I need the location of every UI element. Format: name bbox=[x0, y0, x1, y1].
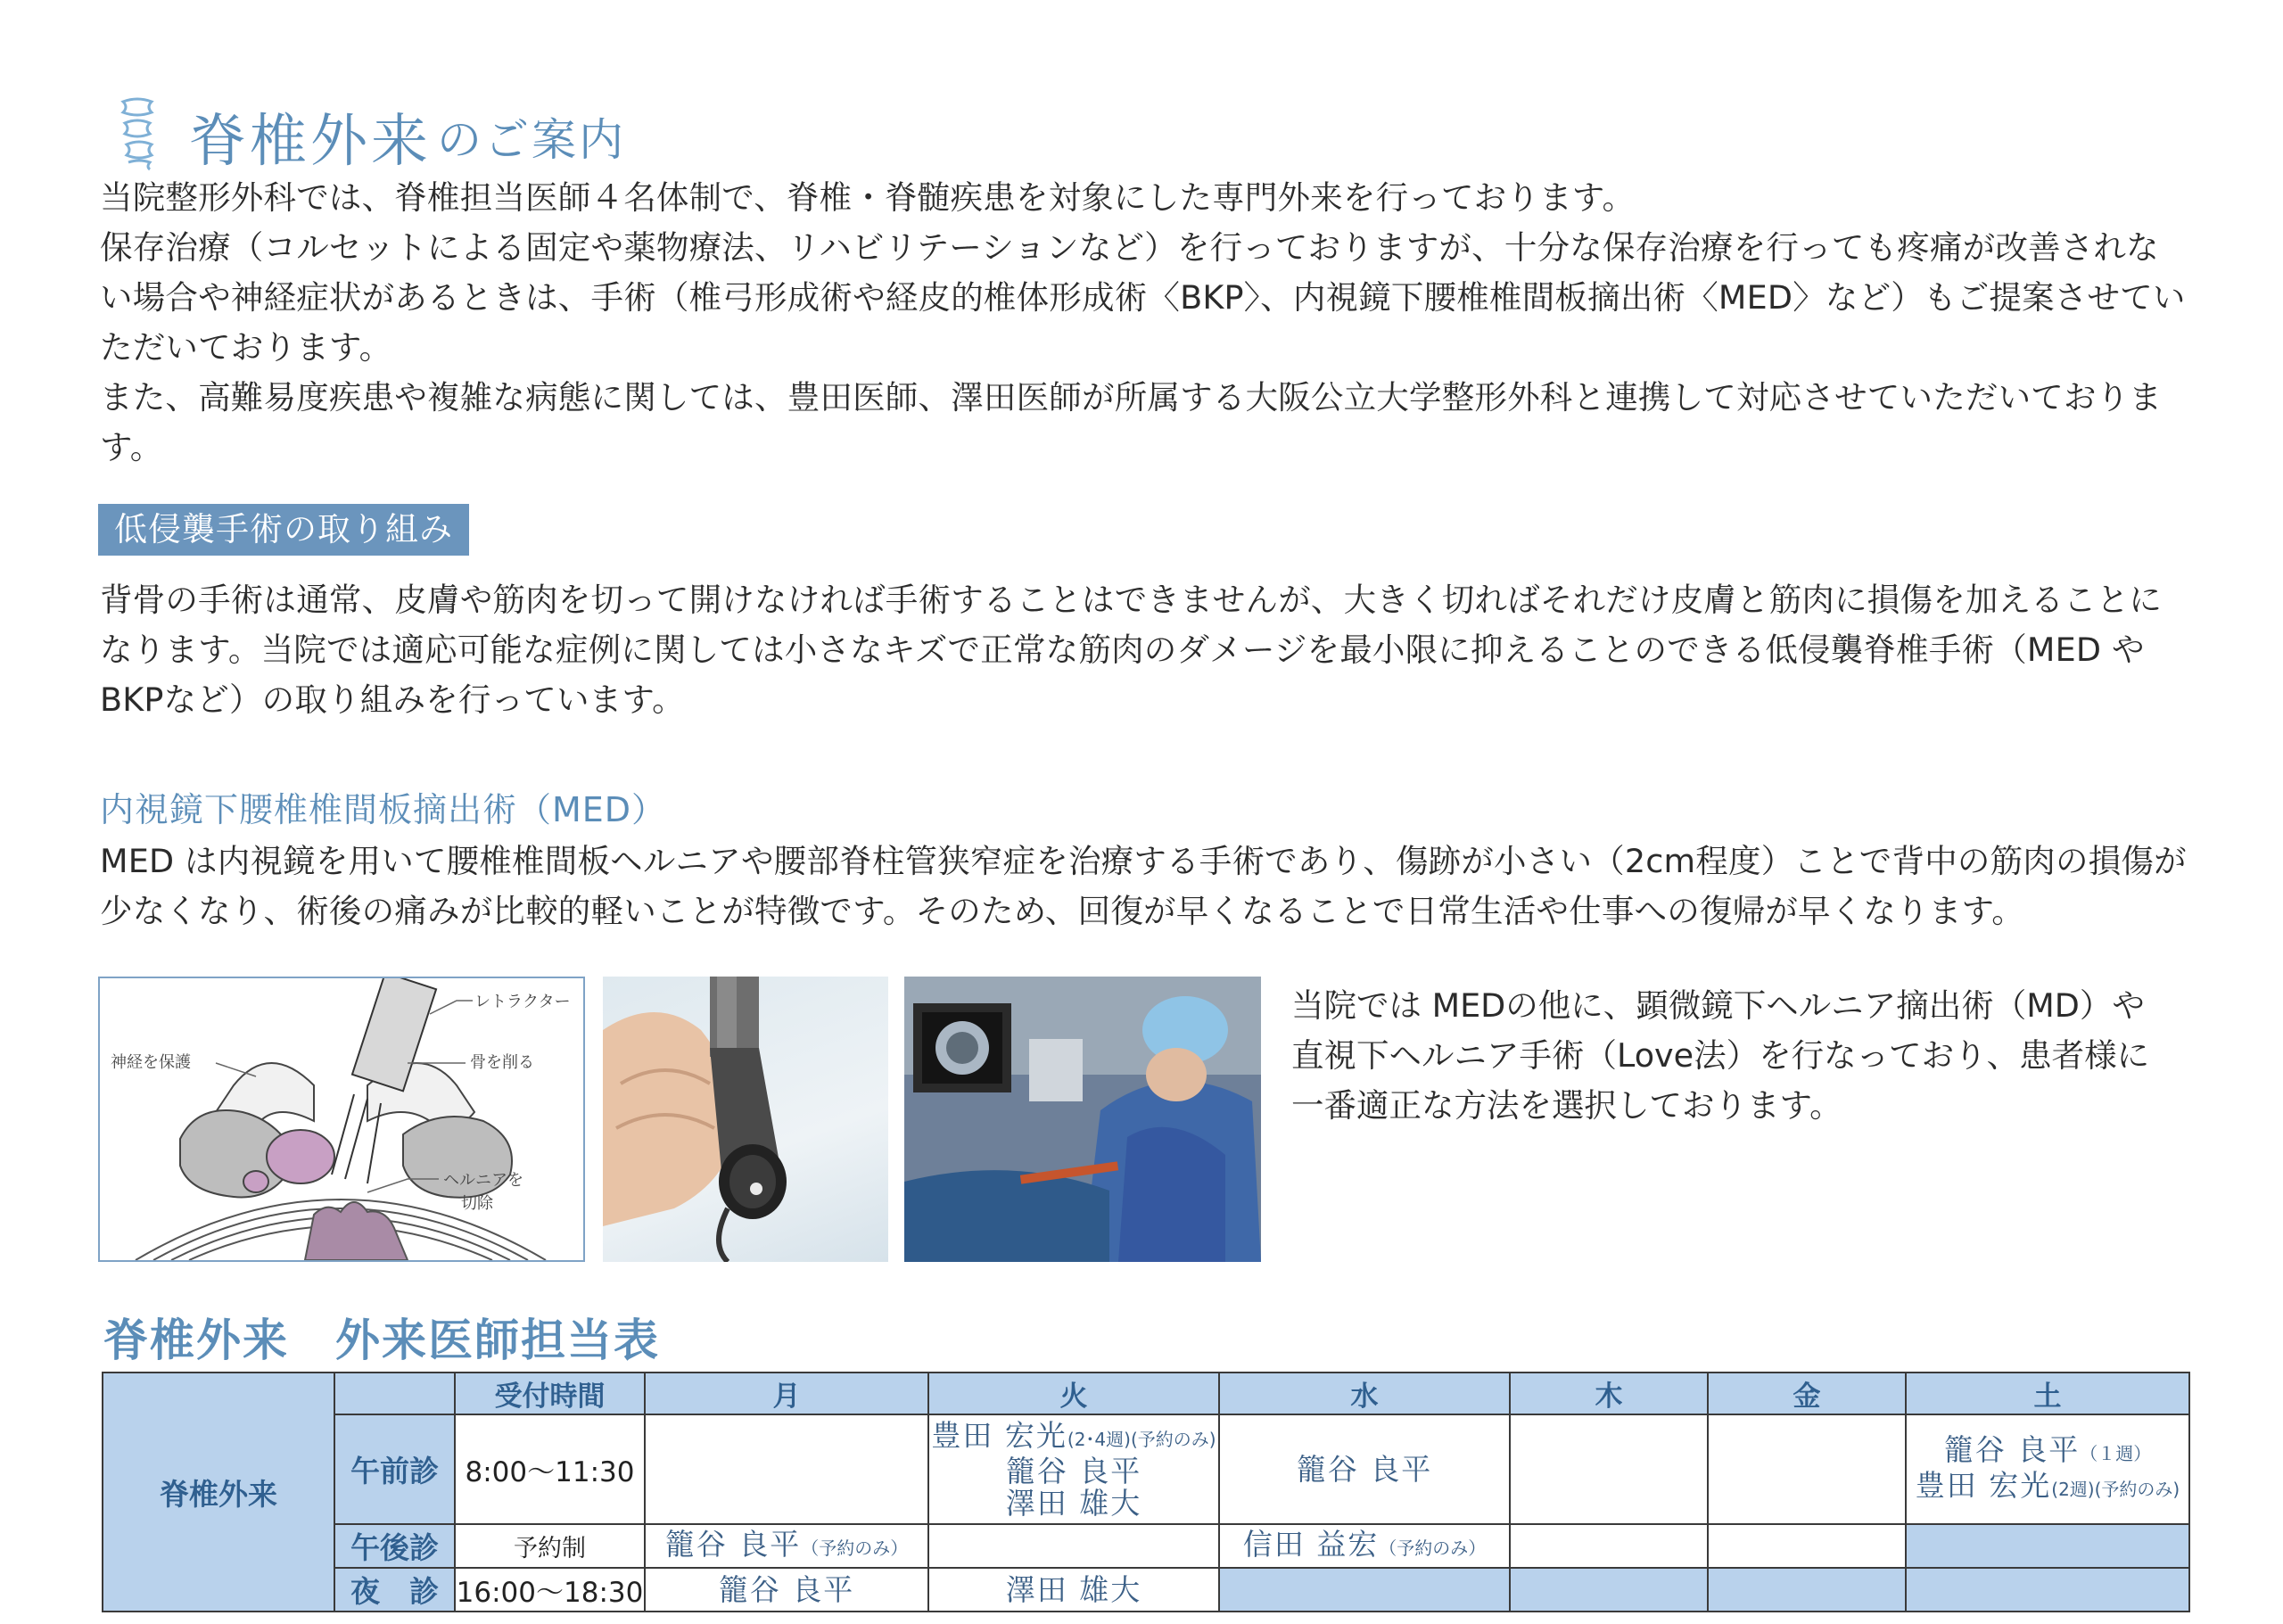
am-tue bbox=[928, 1414, 1219, 1524]
med-text: MED は内視鏡を用いて腰椎椎間板ヘルニアや腰部脊柱管狭窄症を治療する手術であり、傷跡が小さい（2cm程度）ことで背中の筋肉の損傷が少なくなり、術後の痛みが比較的軽いことが特徴です。そのため、回復が早くなることで日常生活や仕事への復帰が早くなります。 bbox=[100, 842, 2187, 930]
header-fri: 金 bbox=[1708, 1373, 1906, 1414]
note-line-1: 当院では MEDの他に、顕微鏡下ヘルニア摘出術（MD）や bbox=[1291, 986, 2145, 1025]
night-mon: 籠谷 良平 bbox=[645, 1568, 928, 1612]
am-mon bbox=[645, 1414, 928, 1524]
night-tue: 澤田 雄大 bbox=[928, 1568, 1219, 1612]
night-sat bbox=[1906, 1568, 2189, 1612]
night-wed bbox=[1219, 1568, 1510, 1612]
pm-tue bbox=[928, 1524, 1219, 1568]
schedule-table bbox=[102, 1372, 2190, 1612]
label-hernia-1: ヘルニアを bbox=[443, 1171, 523, 1190]
pm-mon bbox=[645, 1524, 928, 1568]
am-sat-doctor-2: 豊田 宏光 bbox=[1915, 1467, 2052, 1503]
header-mon: 月 bbox=[645, 1373, 928, 1414]
pm-thu bbox=[1510, 1524, 1708, 1568]
note-line-3: 一番適正な方法を選択しております。 bbox=[1291, 1086, 1842, 1125]
label-hernia-2: 切除 bbox=[461, 1194, 493, 1213]
am-time: 8:00～11:30 bbox=[455, 1414, 645, 1524]
pm-time: 予約制 bbox=[455, 1524, 645, 1568]
intro-text bbox=[100, 173, 2187, 473]
label-retractor: レトラクター bbox=[474, 993, 571, 1011]
pm-wed bbox=[1219, 1524, 1510, 1568]
am-thu bbox=[1510, 1414, 1708, 1524]
am-tue-doctor-3: 澤田 雄大 bbox=[1005, 1485, 1142, 1521]
night-thu bbox=[1510, 1568, 1708, 1612]
schedule-title: 脊椎外来 外来医師担当表 bbox=[103, 1315, 660, 1366]
am-sat-doctor-1: 籠谷 良平 bbox=[1943, 1431, 2081, 1467]
am-tue-doctor-1: 豊田 宏光 bbox=[931, 1417, 1067, 1453]
night-label: 夜 診 bbox=[334, 1568, 455, 1612]
schedule-header-row bbox=[103, 1373, 2189, 1414]
surgery-photo bbox=[904, 977, 1261, 1262]
label-nerve: 神経を保護 bbox=[111, 1053, 191, 1072]
am-fri bbox=[1708, 1414, 1906, 1524]
page-title bbox=[189, 96, 626, 177]
am-wed: 籠谷 良平 bbox=[1219, 1414, 1510, 1524]
header-reception: 受付時間 bbox=[455, 1373, 645, 1414]
title-main: 脊椎外来 bbox=[189, 109, 432, 175]
am-label: 午前診 bbox=[334, 1414, 455, 1524]
endoscope-photo bbox=[603, 977, 888, 1262]
night-time: 16:00～18:30 bbox=[455, 1568, 645, 1612]
department-cell: 脊椎外来 bbox=[103, 1373, 334, 1612]
note-text bbox=[1291, 981, 2201, 1131]
minimally-invasive-text: 背骨の手術は通常、皮膚や筋肉を切って開けなければ手術することはできませんが、大きく切ればそれだけ皮膚と筋肉に損傷を加えることになります。当院では適応可能な症例に関しては小さなキズで正常な筋肉のダメージを最小限に抑えることのできる低侵襲脊椎手術（MED やBKPなど）の取り組みを行っています。 bbox=[100, 581, 2163, 719]
label-bone: 骨を削る bbox=[470, 1053, 534, 1072]
pm-wed-note: （予約のみ） bbox=[1379, 1537, 1487, 1559]
med-diagram bbox=[98, 977, 585, 1262]
am-tue-doctor-1-note: (2･4週)(予約のみ) bbox=[1067, 1428, 1216, 1450]
pm-mon-doctor: 籠谷 良平 bbox=[664, 1526, 802, 1562]
night-row bbox=[103, 1568, 2189, 1612]
am-sat-doctor-1-note: （１週） bbox=[2080, 1442, 2152, 1464]
am-sat-doctor-2-note: (2週)(予約のみ) bbox=[2051, 1478, 2180, 1500]
am-tue-doctor-2: 籠谷 良平 bbox=[1005, 1453, 1142, 1488]
pm-mon-note: （予約のみ） bbox=[801, 1537, 909, 1559]
pm-sat bbox=[1906, 1524, 2189, 1568]
am-sat bbox=[1906, 1414, 2189, 1524]
header-thu: 木 bbox=[1510, 1373, 1708, 1414]
am-row bbox=[103, 1414, 2189, 1524]
note-line-2: 直視下ヘルニア手術（Love法）を行なっており、患者様に bbox=[1291, 1036, 2150, 1075]
pm-label: 午後診 bbox=[334, 1524, 455, 1568]
intro-line-2: 保存治療（コルセットによる固定や薬物療法、リハビリテーションなど）を行っておりますが、十分な保存治療を行っても疼痛が改善されない場合や神経症状があるときは、手術（椎弓形成術や経皮的椎体形成術〈BKP〉、内視鏡下腰椎椎間板摘出術〈MED〉など）もご提案させていただいております。 bbox=[100, 228, 2186, 367]
pm-fri bbox=[1708, 1524, 1906, 1568]
intro-line-1: 当院整形外科では、脊椎担当医師４名体制で、脊椎・脊髄疾患を対象にした専門外来を行っております。 bbox=[100, 178, 1636, 217]
title-sub: のご案内 bbox=[437, 114, 626, 166]
med-heading: 内視鏡下腰椎椎間板摘出術（MED） bbox=[100, 790, 667, 829]
pm-wed-doctor: 信田 益宏 bbox=[1242, 1526, 1380, 1562]
header-wed: 水 bbox=[1219, 1373, 1510, 1414]
blank-header bbox=[334, 1373, 455, 1414]
spine-icon bbox=[116, 96, 159, 171]
night-fri bbox=[1708, 1568, 1906, 1612]
pm-row bbox=[103, 1524, 2189, 1568]
header-tue: 火 bbox=[928, 1373, 1219, 1414]
intro-line-3: また、高難易度疾患や複雑な病態に関しては、豊田医師、澤田医師が所属する大阪公立大学整形外科と連携して対応させていただいております。 bbox=[100, 378, 2163, 466]
section-badge: 低侵襲手術の取り組み bbox=[98, 504, 469, 556]
header-sat: 土 bbox=[1906, 1373, 2189, 1414]
